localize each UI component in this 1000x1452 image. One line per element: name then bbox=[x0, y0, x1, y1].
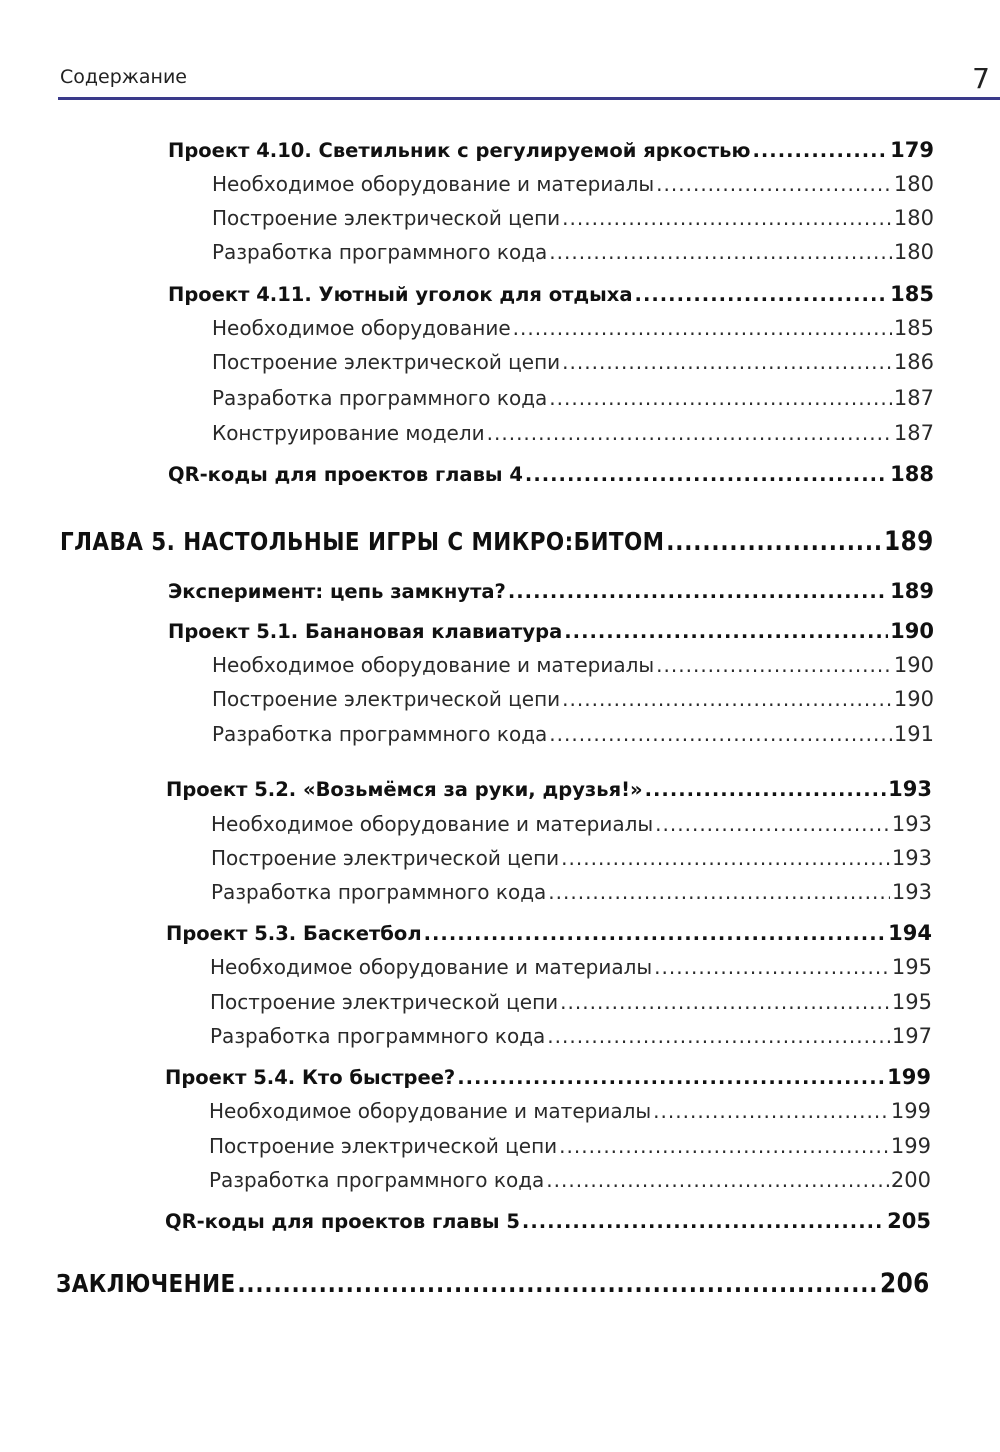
toc-entry-title: Необходимое оборудование и материалы bbox=[212, 653, 655, 677]
toc-entry-project[interactable] bbox=[168, 579, 934, 603]
leader-dots bbox=[457, 1066, 885, 1089]
leader-dots bbox=[424, 922, 887, 945]
toc-entry-title: Построение электрической цепи bbox=[212, 350, 561, 374]
toc-entry-page: 180 bbox=[893, 172, 934, 196]
toc-entry-page: 191 bbox=[893, 722, 934, 746]
toc-entry-title: Необходимое оборудование и материалы bbox=[209, 1099, 652, 1123]
toc-entry-title: Построение электрической цепи bbox=[211, 846, 560, 870]
toc-entry-project[interactable] bbox=[166, 921, 932, 945]
toc-entry-sub[interactable] bbox=[210, 990, 932, 1014]
toc-entry-title: Построение электрической цепи bbox=[212, 687, 561, 711]
toc-entry-page: 199 bbox=[890, 1099, 931, 1123]
toc-entry-page: 187 bbox=[893, 386, 934, 410]
leader-dots bbox=[487, 421, 892, 445]
leader-dots bbox=[525, 463, 888, 486]
leader-dots bbox=[546, 1168, 889, 1192]
toc-entry-page: 193 bbox=[891, 812, 932, 836]
toc-entry-page: 206 bbox=[879, 1268, 930, 1299]
toc-entry-title: Разработка программного кода bbox=[212, 240, 548, 264]
toc-entry-title: QR-коды для проектов главы 5 bbox=[165, 1210, 520, 1233]
leader-dots bbox=[548, 880, 890, 904]
toc-chapter-title: ГЛАВА 5. НАСТОЛЬНЫЕ ИГРЫ С МИКРО:БИТОМ bbox=[60, 527, 665, 556]
toc-entry-title: Построение электрической цепи bbox=[212, 206, 561, 230]
toc-entry-title: Конструирование модели bbox=[212, 421, 485, 445]
toc-entry-title: Проект 5.2. «Возьмёмся за руки, друзья!» bbox=[166, 778, 643, 801]
toc-entry-sub[interactable] bbox=[212, 722, 934, 746]
toc-entry-title: Эксперимент: цепь замкнута? bbox=[168, 580, 506, 603]
toc-entry-title: Проект 4.11. Уютный уголок для отдыха bbox=[168, 283, 633, 306]
leader-dots bbox=[656, 172, 892, 196]
toc-entry-page: 194 bbox=[888, 921, 932, 945]
toc-entry-sub[interactable] bbox=[212, 687, 934, 711]
toc-entry-title: Построение электрической цепи bbox=[209, 1134, 558, 1158]
toc-entry-project[interactable] bbox=[165, 1209, 931, 1233]
toc-entry-title: Построение электрической цепи bbox=[210, 990, 559, 1014]
running-header bbox=[58, 62, 1000, 100]
toc-entry-sub[interactable] bbox=[212, 206, 934, 230]
leader-dots bbox=[522, 1210, 885, 1233]
toc-entry-page: 190 bbox=[893, 653, 934, 677]
toc-entry-page: 190 bbox=[890, 619, 934, 643]
toc-entry-title: Разработка программного кода bbox=[210, 1024, 546, 1048]
leader-dots bbox=[654, 955, 890, 979]
toc-entry-title: QR-коды для проектов главы 4 bbox=[168, 463, 523, 486]
toc-entry-sub[interactable] bbox=[212, 240, 934, 264]
toc-entry-page: 185 bbox=[890, 282, 934, 306]
page-number: 7 bbox=[972, 62, 990, 95]
leader-dots bbox=[655, 812, 890, 836]
toc-entry-page: 189 bbox=[883, 526, 934, 557]
toc-entry-title: Разработка программного кода bbox=[212, 722, 548, 746]
toc-entry-title: Необходимое оборудование и материалы bbox=[212, 172, 655, 196]
toc-entry-chapter[interactable] bbox=[56, 1268, 930, 1299]
toc-entry-page: 180 bbox=[893, 240, 934, 264]
leader-dots bbox=[237, 1269, 878, 1298]
toc-entry-title: Разработка программного кода bbox=[209, 1168, 545, 1192]
toc-entry-page: 185 bbox=[893, 316, 934, 340]
toc-entry-sub[interactable] bbox=[210, 1024, 932, 1048]
toc-entry-project[interactable] bbox=[165, 1065, 931, 1089]
toc-entry-page: 180 bbox=[893, 206, 934, 230]
toc-entry-page: 193 bbox=[891, 846, 932, 870]
toc-entry-project[interactable] bbox=[168, 462, 934, 486]
toc-entry-page: 199 bbox=[890, 1134, 931, 1158]
leader-dots bbox=[549, 386, 892, 410]
toc-entry-page: 190 bbox=[893, 687, 934, 711]
toc-chapter-title: ЗАКЛЮЧЕНИЕ bbox=[56, 1269, 236, 1298]
toc-entry-project[interactable] bbox=[168, 282, 934, 306]
header-title: Содержание bbox=[60, 66, 187, 88]
toc-entry-page: 193 bbox=[891, 880, 932, 904]
toc-entry-page: 200 bbox=[890, 1168, 931, 1192]
toc-entry-page: 205 bbox=[887, 1209, 931, 1233]
toc-entry-sub[interactable] bbox=[212, 653, 934, 677]
toc-entry-project[interactable] bbox=[168, 619, 934, 643]
leader-dots bbox=[549, 240, 892, 264]
toc-entry-sub[interactable] bbox=[212, 316, 934, 340]
toc-entry-sub[interactable] bbox=[211, 880, 932, 904]
toc-entry-sub[interactable] bbox=[212, 386, 934, 410]
toc-entry-page: 186 bbox=[893, 350, 934, 374]
leader-dots bbox=[513, 316, 892, 340]
toc-entry-sub[interactable] bbox=[210, 955, 932, 979]
toc-entry-title: Необходимое оборудование bbox=[212, 316, 511, 340]
toc-entry-sub[interactable] bbox=[212, 172, 934, 196]
leader-dots bbox=[635, 283, 889, 306]
leader-dots bbox=[562, 350, 892, 374]
toc-entry-page: 195 bbox=[891, 955, 932, 979]
toc-entry-sub[interactable] bbox=[209, 1134, 931, 1158]
toc-entry-project[interactable] bbox=[166, 777, 932, 801]
toc-entry-project[interactable] bbox=[168, 138, 934, 162]
toc-entry-page: 193 bbox=[888, 777, 932, 801]
leader-dots bbox=[560, 990, 890, 1014]
leader-dots bbox=[752, 139, 888, 162]
toc-entry-title: Проект 5.4. Кто быстрее? bbox=[165, 1066, 456, 1089]
toc-entry-sub[interactable] bbox=[212, 421, 934, 445]
toc-entry-page: 197 bbox=[891, 1024, 932, 1048]
toc-entry-page: 188 bbox=[890, 462, 934, 486]
leader-dots bbox=[547, 1024, 890, 1048]
toc-entry-title: Разработка программного кода bbox=[211, 880, 547, 904]
leader-dots bbox=[645, 778, 887, 801]
toc-entry-page: 179 bbox=[890, 138, 934, 162]
toc-entry-sub[interactable] bbox=[211, 812, 932, 836]
leader-dots bbox=[653, 1099, 889, 1123]
leader-dots bbox=[559, 1134, 889, 1158]
toc-entry-page: 199 bbox=[887, 1065, 931, 1089]
leader-dots bbox=[656, 653, 892, 677]
toc-entry-title: Проект 5.1. Банановая клавиатура bbox=[168, 620, 563, 643]
toc-entry-title: Проект 4.10. Светильник с регулируемой яркостью bbox=[168, 139, 751, 162]
toc-entry-page: 187 bbox=[893, 421, 934, 445]
toc-entry-sub[interactable] bbox=[209, 1168, 931, 1192]
toc-entry-page: 195 bbox=[891, 990, 932, 1014]
toc-entry-sub[interactable] bbox=[212, 350, 934, 374]
toc-entry-chapter[interactable] bbox=[60, 526, 934, 557]
leader-dots bbox=[562, 206, 892, 230]
leader-dots bbox=[561, 846, 890, 870]
toc-entry-title: Разработка программного кода bbox=[212, 386, 548, 410]
toc-entry-title: Необходимое оборудование и материалы bbox=[211, 812, 654, 836]
toc-entry-title: Проект 5.3. Баскетбол bbox=[166, 922, 422, 945]
leader-dots bbox=[564, 620, 888, 643]
toc-entry-sub[interactable] bbox=[209, 1099, 931, 1123]
leader-dots bbox=[508, 580, 888, 603]
leader-dots bbox=[666, 527, 882, 556]
toc-entry-title: Необходимое оборудование и материалы bbox=[210, 955, 653, 979]
toc-entry-page: 189 bbox=[890, 579, 934, 603]
leader-dots bbox=[549, 722, 892, 746]
header-rule bbox=[58, 97, 1000, 100]
leader-dots bbox=[562, 687, 892, 711]
toc-entry-sub[interactable] bbox=[211, 846, 932, 870]
